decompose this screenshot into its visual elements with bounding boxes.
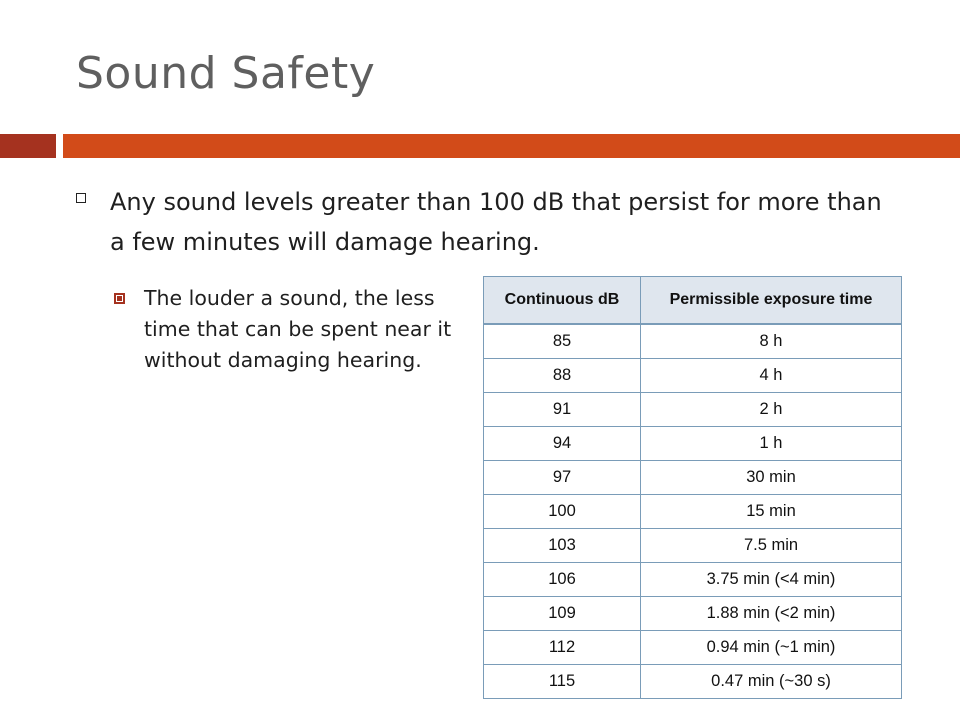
cell-time: 8 h [641, 324, 902, 359]
table-row [484, 563, 902, 597]
table-row [484, 529, 902, 563]
cell-db: 100 [484, 495, 641, 529]
table-row [484, 393, 902, 427]
bullet-main-text: Any sound levels greater than 100 dB that persist for more than a few minutes will damage hearing. [110, 188, 882, 256]
table-header-row [484, 277, 902, 325]
filled-square-bullet-icon [114, 293, 125, 304]
header-continuous-db: Continuous dB [484, 277, 641, 325]
slide-title: Sound Safety [76, 48, 376, 99]
table-row [484, 461, 902, 495]
exposure-table [483, 276, 902, 699]
cell-time: 2 h [641, 393, 902, 427]
cell-time: 1.88 min (<2 min) [641, 597, 902, 631]
title-rule-right [63, 134, 960, 158]
hollow-square-bullet-icon [76, 193, 86, 203]
cell-db: 115 [484, 665, 641, 699]
bullet-sub-text: The louder a sound, the less time that can be spent near it without damaging hearing. [144, 286, 452, 372]
cell-db: 91 [484, 393, 641, 427]
cell-time: 30 min [641, 461, 902, 495]
table-row [484, 359, 902, 393]
table-row [484, 597, 902, 631]
cell-time: 15 min [641, 495, 902, 529]
table-row [484, 631, 902, 665]
cell-time: 4 h [641, 359, 902, 393]
cell-db: 85 [484, 324, 641, 359]
cell-db: 88 [484, 359, 641, 393]
cell-time: 0.47 min (~30 s) [641, 665, 902, 699]
cell-db: 97 [484, 461, 641, 495]
cell-db: 103 [484, 529, 641, 563]
table-row [484, 495, 902, 529]
title-rule-left [0, 134, 56, 158]
cell-db: 109 [484, 597, 641, 631]
cell-time: 3.75 min (<4 min) [641, 563, 902, 597]
cell-db: 94 [484, 427, 641, 461]
table-row [484, 427, 902, 461]
cell-time: 1 h [641, 427, 902, 461]
table-row [484, 324, 902, 359]
header-exposure-time: Permissible exposure time [641, 277, 902, 325]
cell-db: 106 [484, 563, 641, 597]
cell-time: 7.5 min [641, 529, 902, 563]
cell-time: 0.94 min (~1 min) [641, 631, 902, 665]
exposure-table-container [483, 276, 901, 690]
table-row [484, 665, 902, 699]
cell-db: 112 [484, 631, 641, 665]
